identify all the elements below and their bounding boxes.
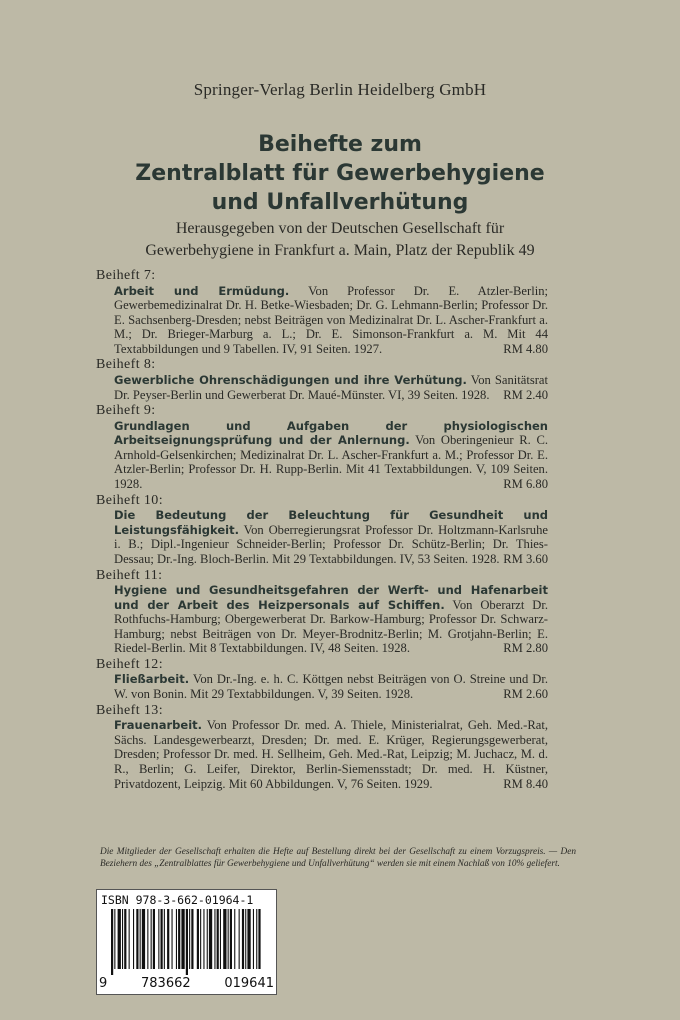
issue-description bbox=[114, 419, 548, 492]
barcode-bar bbox=[189, 909, 190, 969]
issue-entry bbox=[92, 657, 548, 702]
issue-description bbox=[114, 672, 548, 701]
ean-digit-first: 9 bbox=[99, 976, 108, 991]
barcode-bar bbox=[217, 909, 219, 969]
barcode-bar bbox=[242, 909, 244, 969]
issue-number: Beiheft 7: bbox=[96, 268, 156, 283]
ean-digits bbox=[99, 976, 274, 991]
barcode-bar bbox=[223, 909, 226, 969]
issue-price: RM 6.80 bbox=[503, 477, 548, 492]
issue-entry bbox=[92, 268, 548, 356]
issue-title: Frauenarbeit. bbox=[114, 718, 202, 733]
issue-price: RM 4.80 bbox=[503, 341, 548, 356]
barcode-bar bbox=[114, 909, 115, 969]
barcode-bar bbox=[172, 909, 173, 969]
barcode-bar bbox=[158, 909, 159, 969]
barcode-bar bbox=[161, 909, 163, 969]
barcode-bar bbox=[122, 909, 123, 969]
issue-description bbox=[114, 284, 548, 357]
barcode-bar bbox=[197, 909, 199, 969]
barcode-bar bbox=[200, 909, 201, 969]
issue-description bbox=[114, 508, 548, 566]
issue-entry bbox=[92, 703, 548, 791]
issue-number: Beiheft 10: bbox=[96, 492, 163, 508]
series-title-line-2: Zentralblatt für Gewerbehygiene bbox=[135, 161, 545, 186]
barcode-bar bbox=[147, 909, 148, 969]
issue-number: Beiheft 11: bbox=[96, 567, 163, 583]
barcode-bar bbox=[176, 909, 177, 969]
barcode-bar bbox=[203, 909, 204, 969]
issue-number: Beiheft 8: bbox=[96, 357, 156, 373]
barcode-bar bbox=[247, 909, 250, 969]
issue-text: Von Dr.-Ing. e. h. C. Köttgen nebst Beiträgen von O. Streine und Dr. W. von Bonin. Mit 29 Textabbildungen. V, 39 Seiten. 1928. bbox=[114, 672, 549, 702]
barcode-bar bbox=[181, 909, 184, 969]
barcode-bar bbox=[178, 909, 180, 969]
issue-number: Beiheft 12: bbox=[96, 656, 163, 672]
issue-entry bbox=[92, 403, 548, 491]
issue-title: Gewerbliche Ohrenschädigungen und ihre Verhütung. bbox=[114, 372, 467, 387]
publisher-name: Springer-Verlag Berlin Heidelberg GmbH bbox=[193, 80, 487, 99]
issue-title: Die Bedeutung der Beleuchtung für Gesundheit und Leistungsfähigkeit. bbox=[114, 508, 548, 537]
issue-title: Hygiene und Gesundheitsgefahren der Werft- und Hafenarbeit und der Arbeit des Heizpersonals auf Schiffen. bbox=[114, 583, 548, 612]
barcode-bar bbox=[151, 909, 152, 969]
series-title-line-1: Beihefte zum bbox=[258, 132, 422, 157]
barcode-bar bbox=[124, 909, 126, 969]
barcode-bar bbox=[136, 909, 138, 969]
membership-note: Die Mitglieder der Gesellschaft erhalten die Hefte auf Bestellung direkt bei der Gesellschaft zu einem Vorzugspreis. — Den Beziehern des „Zentralblattes für Gewerbehygiene und Unfallverhütung“ werden sie mit einem Nachlaß von 10% geliefert. bbox=[100, 847, 576, 869]
editor-line-2: Gewerbehygiene in Frankfurt a. Main, Platz der Republik 49 bbox=[145, 242, 535, 259]
issue-price: RM 3.60 bbox=[503, 551, 548, 566]
issue-text: Von Sanitätsrat Dr. Peyser-Berlin und Gewerberat Dr. Maué-Münster. VI, 39 Seiten. 1928. bbox=[114, 372, 549, 402]
barcode-bar bbox=[153, 909, 155, 969]
editor-line-1: Herausgegeben von der Deutschen Gesellschaft für bbox=[175, 220, 505, 237]
isbn-label: ISBN 978-3-662-01964-1 bbox=[101, 893, 254, 907]
issue-title: Arbeit und Ermüdung. bbox=[114, 283, 290, 298]
barcode-bar bbox=[167, 909, 169, 969]
issue-price: RM 2.40 bbox=[503, 387, 548, 402]
barcode-bar bbox=[228, 909, 229, 969]
ean-digit-right-group: 019641 bbox=[224, 976, 274, 991]
issue-entry bbox=[92, 493, 548, 567]
editor-statement bbox=[0, 218, 680, 262]
issue-price: RM 2.80 bbox=[503, 641, 548, 656]
barcode-bar bbox=[142, 909, 145, 969]
issue-description bbox=[114, 373, 548, 402]
issue-description bbox=[114, 583, 548, 656]
barcode-bar bbox=[256, 909, 257, 969]
barcode-bar bbox=[164, 909, 165, 969]
issue-description bbox=[114, 718, 548, 791]
issue-entry bbox=[92, 568, 548, 656]
barcode-bar bbox=[214, 909, 215, 969]
issue-text: Von Professor Dr. E. Atzler-Berlin; Gewerbemedizinalrat Dr. H. Betke-Wiesbaden; Dr. G. Lehmann-Berlin; Professor Dr. E. Sachsenberg-Dresden; nebst Beiträgen von Medizinalrat Dr. L. Ascher-Frankfurt a. M.; Dr. Brieger-Marburg a. L.; Dr. E. Simonson-Frankfurt a. M. Mit 44 Textabbildungen und 9 Tabellen. IV, 91 Seiten. 1927. bbox=[114, 283, 548, 356]
barcode-bar bbox=[230, 909, 232, 969]
ean-digit-left-group: 783662 bbox=[141, 976, 191, 991]
barcode-bar bbox=[140, 909, 141, 969]
issue-number: Beiheft 13: bbox=[96, 702, 163, 718]
barcode-bar bbox=[133, 909, 134, 969]
issue-text: Von Professor Dr. med. A. Thiele, Ministerialrat, Geh. Med.-Rat, Sächs. Landesgewerbearzt, Dresden; Dr. med. E. Krüger, Regierungsgewerberat, Dresden; Professor Dr. med. H. Sellheim, Geh. Med.-Rat, Leipzig; M. Juchacz, M. d. R., Berlin; G. Leifer, Direktor, Berlin-Siemensstadt; Dr. med. H. Küstner, Privatdozent, Leipzig. Mit 60 Abbildungen. V, 76 Seiten. 1929. bbox=[114, 718, 548, 791]
barcode-bar bbox=[239, 909, 240, 969]
barcode-bar bbox=[129, 909, 130, 969]
barcode-bar bbox=[191, 909, 193, 969]
barcode-bar bbox=[111, 909, 113, 975]
issue-text: Von Oberregierungsrat Professor Dr. Holtzmann-Karlsruhe i. B.; Dipl.-Ingenieur Schneider-Berlin; Professor Dr. Schütz-Berlin; Dr. Thies-Dessau; Dr.-Ing. Bloch-Berlin. Mit 29 Textabbildungen. IV, 53 Seiten. 1928. bbox=[114, 522, 548, 566]
issue-price: RM 2.60 bbox=[503, 687, 548, 702]
series-title bbox=[0, 130, 680, 217]
issue-list bbox=[92, 268, 548, 791]
issue-title: Fließarbeit. bbox=[114, 672, 190, 687]
barcode-bar bbox=[253, 909, 254, 969]
barcode-bar bbox=[118, 909, 121, 969]
barcode-bar bbox=[207, 909, 208, 969]
barcode-bar bbox=[234, 909, 235, 969]
issue-title: Grundlagen und Aufgaben der physiologischen Arbeitseignungsprüfung und der Anlernung. bbox=[114, 418, 548, 448]
barcode-bar bbox=[186, 909, 188, 975]
issue-entry bbox=[92, 357, 548, 402]
barcode-bars bbox=[111, 909, 263, 975]
issue-price: RM 8.40 bbox=[503, 776, 548, 791]
isbn-barcode bbox=[96, 889, 277, 995]
barcode-bar bbox=[258, 909, 260, 969]
issue-number: Beiheft 9: bbox=[96, 403, 156, 419]
barcode-bar bbox=[209, 909, 212, 969]
issue-text: Von Oberingenieur R. C. Arnhold-Gelsenkirchen; Medizinalrat Dr. L. Ascher-Frankfurt a. M.; Professor Dr. E. Atzler-Berlin; Professor Dr. H. Rupp-Berlin. Mit 41 Textabbildungen. V, 109 Seiten. 1928. bbox=[114, 433, 549, 492]
series-title-line-3: und Unfallverhütung bbox=[211, 190, 469, 215]
barcode-bar bbox=[220, 909, 221, 969]
issue-text: Von Oberarzt Dr. Rothfuchs-Hamburg; Obergewerberat Dr. Barkow-Hamburg; Professor Dr. Schwarz-Hamburg; nebst Beiträgen von Dr. Meyer-Brodnitz-Berlin; M. Grotjahn-Berlin; E. Riedel-Berlin. Mit 8 Textabbildungen. IV, 48 Seiten. 1928. bbox=[114, 597, 549, 656]
barcode-bar bbox=[245, 909, 246, 969]
